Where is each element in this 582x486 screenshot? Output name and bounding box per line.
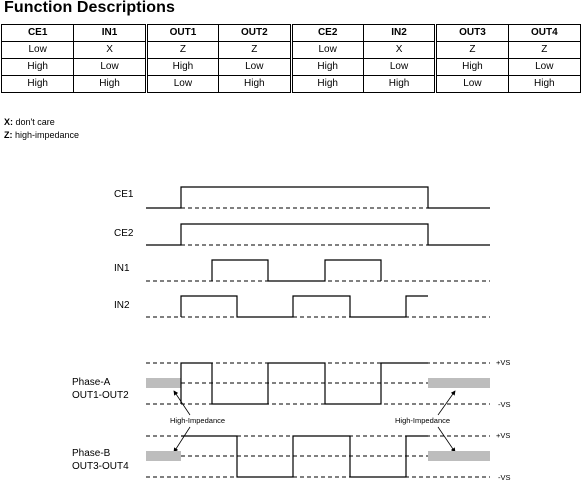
table-cell: X: [363, 42, 435, 59]
table-cell: Z: [146, 42, 218, 59]
hiz-left-annotation: High-Impedance: [170, 416, 226, 425]
in2-waveform: [181, 296, 428, 317]
header-in1: IN1: [74, 25, 146, 42]
legend-x-text: don't care: [15, 117, 55, 127]
phase-b-label-line2: OUT3-OUT4: [72, 461, 129, 472]
table-cell: High: [363, 76, 435, 93]
hiz-left-arrow-down: [174, 427, 190, 452]
table-cell: High: [508, 76, 580, 93]
phase-b-minus-vs-label: -VS: [498, 473, 511, 482]
phase-a-minus-vs-label: -VS: [498, 400, 511, 409]
ce2-label: CE2: [114, 228, 134, 239]
phase-b-plus-vs-label: +VS: [496, 431, 511, 440]
table-cell: Low: [146, 76, 218, 93]
table-cell: Z: [219, 42, 291, 59]
in1-waveform: [212, 260, 381, 281]
header-in2: IN2: [363, 25, 435, 42]
phase-a-hiz-left: [146, 378, 181, 388]
page-title: Function Descriptions: [4, 0, 175, 16]
ce1-label: CE1: [114, 189, 134, 200]
phase-b-label-line1: Phase-B: [72, 448, 111, 459]
table-cell: High: [219, 76, 291, 93]
table-cell: Low: [436, 76, 508, 93]
table-cell: Z: [508, 42, 580, 59]
table-cell: High: [2, 59, 74, 76]
hiz-right-arrow-up: [438, 391, 455, 415]
table-cell: Low: [2, 42, 74, 59]
table-cell: Low: [219, 59, 291, 76]
header-out3: OUT3: [436, 25, 508, 42]
phase-a-label-line2: OUT1-OUT2: [72, 390, 129, 401]
header-ce2: CE2: [291, 25, 363, 42]
phase-b-hiz-right: [428, 451, 490, 461]
hiz-left-arrow-up: [174, 391, 190, 415]
table-cell: Low: [291, 42, 363, 59]
hiz-right-annotation: High-Impedance: [395, 416, 451, 425]
header-out4: OUT4: [508, 25, 580, 42]
ce1-waveform: [146, 187, 490, 208]
table-cell: High: [291, 76, 363, 93]
phase-a-plus-vs-label: +VS: [496, 358, 511, 367]
phase-b-hiz-left: [146, 451, 181, 461]
header-out2: OUT2: [219, 25, 291, 42]
in1-label: IN1: [114, 263, 130, 274]
table-cell: High: [291, 59, 363, 76]
in2-label: IN2: [114, 300, 130, 311]
table-cell: High: [146, 59, 218, 76]
legend-x-key: X:: [4, 117, 13, 127]
legend-z-text: high-impedance: [15, 130, 80, 140]
table-cell: Low: [74, 59, 146, 76]
phase-a-label-line1: Phase-A: [72, 377, 111, 388]
table-cell: High: [74, 76, 146, 93]
table-cell: High: [436, 59, 508, 76]
phase-a-hiz-right: [428, 378, 490, 388]
table-cell: Low: [363, 59, 435, 76]
table-cell: High: [2, 76, 74, 93]
header-ce1: CE1: [2, 25, 74, 42]
table-cell: Low: [508, 59, 580, 76]
legend-z-key: Z:: [4, 130, 13, 140]
header-out1: OUT1: [146, 25, 218, 42]
ce2-waveform: [146, 224, 490, 245]
hiz-right-arrow-down: [438, 427, 455, 452]
table-cell: X: [74, 42, 146, 59]
table-cell: Z: [436, 42, 508, 59]
